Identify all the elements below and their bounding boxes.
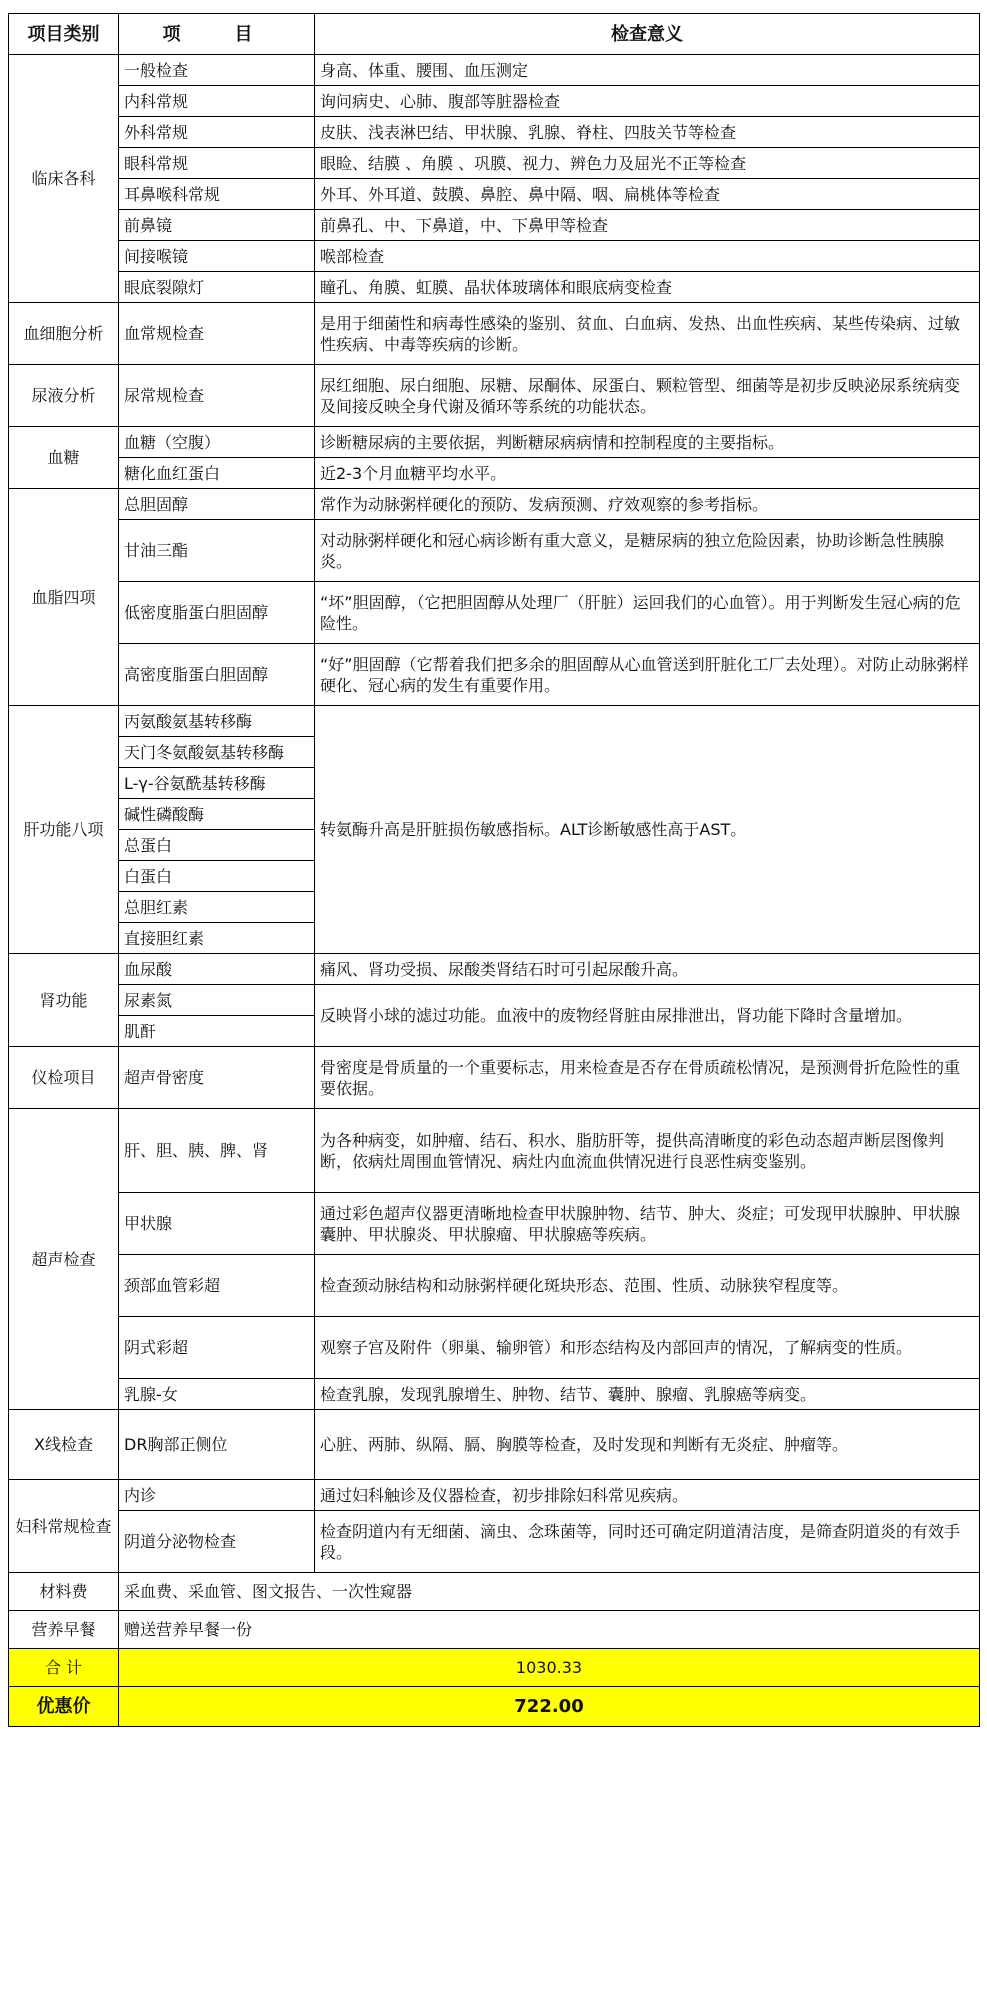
item-name: 耳鼻喉科常规 bbox=[119, 179, 315, 210]
item-name: 一般检查 bbox=[119, 55, 315, 86]
item-name: 超声骨密度 bbox=[119, 1047, 315, 1109]
table-row bbox=[9, 644, 980, 706]
item-meaning: 皮肤、浅表淋巴结、甲状腺、乳腺、脊柱、四肢关节等检查 bbox=[315, 117, 980, 148]
table-row bbox=[9, 1193, 980, 1255]
table-row bbox=[9, 1109, 980, 1193]
item-name: L-γ-谷氨酰基转移酶 bbox=[119, 768, 315, 799]
table-row bbox=[9, 1611, 980, 1649]
table-row bbox=[9, 1511, 980, 1573]
breakfast-content: 赠送营养早餐一份 bbox=[119, 1611, 980, 1649]
table-row bbox=[9, 1047, 980, 1109]
item-name: DR胸部正侧位 bbox=[119, 1410, 315, 1480]
category-kidney: 肾功能 bbox=[9, 954, 119, 1047]
table-row bbox=[9, 1410, 980, 1480]
category-gyn: 妇科常规检查 bbox=[9, 1480, 119, 1573]
exam-package-table bbox=[8, 13, 980, 1727]
item-meaning: 通过妇科触诊及仪器检查，初步排除妇科常见疾病。 bbox=[315, 1480, 980, 1511]
table-row bbox=[9, 241, 980, 272]
discount-label: 优惠价 bbox=[9, 1687, 119, 1727]
item-name: 内科常规 bbox=[119, 86, 315, 117]
item-meaning: 骨密度是骨质量的一个重要标志，用来检查是否存在骨质疏松情况，是预测骨折危险性的重要依据。 bbox=[315, 1047, 980, 1109]
table-row bbox=[9, 55, 980, 86]
item-name: 血尿酸 bbox=[119, 954, 315, 985]
category-glucose: 血糖 bbox=[9, 427, 119, 489]
table-row bbox=[9, 365, 980, 427]
item-meaning: 诊断糖尿病的主要依据，判断糖尿病病情和控制程度的主要指标。 bbox=[315, 427, 980, 458]
item-meaning: 观察子宫及附件（卵巢、输卵管）和形态结构及内部回声的情况，了解病变的性质。 bbox=[315, 1317, 980, 1379]
category-clinical: 临床各科 bbox=[9, 55, 119, 303]
header-meaning: 检查意义 bbox=[315, 14, 980, 55]
item-meaning: 尿红细胞、尿白细胞、尿糖、尿酮体、尿蛋白、颗粒管型、细菌等是初步反映泌尿系统病变及间接反映全身代谢及循环等系统的功能状态。 bbox=[315, 365, 980, 427]
item-name: 血糖（空腹） bbox=[119, 427, 315, 458]
table-row bbox=[9, 706, 980, 737]
discount-value: 722.00 bbox=[119, 1687, 980, 1727]
item-meaning: 是用于细菌性和病毒性感染的鉴别、贫血、白血病、发热、出血性疾病、某些传染病、过敏性疾病、中毒等疾病的诊断。 bbox=[315, 303, 980, 365]
item-meaning: 瞳孔、角膜、虹膜、晶状体玻璃体和眼底病变检查 bbox=[315, 272, 980, 303]
item-name: 阴道分泌物检查 bbox=[119, 1511, 315, 1573]
item-name: 总蛋白 bbox=[119, 830, 315, 861]
item-meaning: 身高、体重、腰围、血压测定 bbox=[315, 55, 980, 86]
table-row bbox=[9, 1255, 980, 1317]
category-instrument: 仪检项目 bbox=[9, 1047, 119, 1109]
table-row bbox=[9, 458, 980, 489]
liver-meaning: 转氨酶升高是肝脏损伤敏感指标。ALT诊断敏感性高于AST。 bbox=[315, 706, 980, 954]
category-ultrasound: 超声检查 bbox=[9, 1109, 119, 1410]
table-row bbox=[9, 985, 980, 1016]
item-meaning: 询问病史、心肺、腹部等脏器检查 bbox=[315, 86, 980, 117]
table-row bbox=[9, 1573, 980, 1611]
category-lipid: 血脂四项 bbox=[9, 489, 119, 706]
table-row bbox=[9, 1317, 980, 1379]
materials-content: 采血费、采血管、图文报告、一次性窥器 bbox=[119, 1573, 980, 1611]
item-meaning: 前鼻孔、中、下鼻道，中、下鼻甲等检查 bbox=[315, 210, 980, 241]
total-row bbox=[9, 1649, 980, 1687]
item-name: 阴式彩超 bbox=[119, 1317, 315, 1379]
category-urine: 尿液分析 bbox=[9, 365, 119, 427]
table-row bbox=[9, 179, 980, 210]
category-liver: 肝功能八项 bbox=[9, 706, 119, 954]
table-row bbox=[9, 303, 980, 365]
item-meaning: 检查颈动脉结构和动脉粥样硬化斑块形态、范围、性质、动脉狭窄程度等。 bbox=[315, 1255, 980, 1317]
table-row bbox=[9, 210, 980, 241]
item-meaning: 对动脉粥样硬化和冠心病诊断有重大意义，是糖尿病的独立危险因素，协助诊断急性胰腺炎。 bbox=[315, 520, 980, 582]
item-meaning: “好”胆固醇（它帮着我们把多余的胆固醇从心血管送到肝脏化工厂去处理）。对防止动脉粥样硬化、冠心病的发生有重要作用。 bbox=[315, 644, 980, 706]
discount-row bbox=[9, 1687, 980, 1727]
item-name: 丙氨酸氨基转移酶 bbox=[119, 706, 315, 737]
table-row bbox=[9, 427, 980, 458]
item-meaning: 常作为动脉粥样硬化的预防、发病预测、疗效观察的参考指标。 bbox=[315, 489, 980, 520]
table-row bbox=[9, 954, 980, 985]
table-row bbox=[9, 272, 980, 303]
table-row bbox=[9, 1480, 980, 1511]
item-meaning: 检查阴道内有无细菌、滴虫、念珠菌等，同时还可确定阴道清洁度，是筛查阴道炎的有效手段。 bbox=[315, 1511, 980, 1573]
item-meaning: 痛风、肾功受损、尿酸类肾结石时可引起尿酸升高。 bbox=[315, 954, 980, 985]
item-name: 内诊 bbox=[119, 1480, 315, 1511]
header-item: 项 目 bbox=[119, 14, 315, 55]
item-name: 天门冬氨酸氨基转移酶 bbox=[119, 737, 315, 768]
item-name: 碱性磷酸酶 bbox=[119, 799, 315, 830]
item-name: 高密度脂蛋白胆固醇 bbox=[119, 644, 315, 706]
table-header-row bbox=[9, 14, 980, 55]
item-name: 血常规检查 bbox=[119, 303, 315, 365]
item-meaning: 检查乳腺，发现乳腺增生、肿物、结节、囊肿、腺瘤、乳腺癌等病变。 bbox=[315, 1379, 980, 1410]
header-category: 项目类别 bbox=[9, 14, 119, 55]
item-meaning: 心脏、两肺、纵隔、膈、胸膜等检查，及时发现和判断有无炎症、肿瘤等。 bbox=[315, 1410, 980, 1480]
item-meaning: 为各种病变，如肿瘤、结石、积水、脂肪肝等，提供高清晰度的彩色动态超声断层图像判断，依病灶周围血管情况、病灶内血流血供情况进行良恶性病变鉴别。 bbox=[315, 1109, 980, 1193]
table-row bbox=[9, 86, 980, 117]
item-name: 前鼻镜 bbox=[119, 210, 315, 241]
item-meaning: 眼睑、结膜 、角膜 、巩膜、视力、辨色力及屈光不正等检查 bbox=[315, 148, 980, 179]
total-value: 1030.33 bbox=[119, 1649, 980, 1687]
item-meaning: 近2-3个月血糖平均水平。 bbox=[315, 458, 980, 489]
table-row bbox=[9, 520, 980, 582]
item-name: 肝、胆、胰、脾、肾 bbox=[119, 1109, 315, 1193]
item-name: 低密度脂蛋白胆固醇 bbox=[119, 582, 315, 644]
item-name: 眼科常规 bbox=[119, 148, 315, 179]
category-xray: X线检查 bbox=[9, 1410, 119, 1480]
item-name: 甲状腺 bbox=[119, 1193, 315, 1255]
item-meaning: 外耳、外耳道、鼓膜、鼻腔、鼻中隔、咽、扁桃体等检查 bbox=[315, 179, 980, 210]
table-row bbox=[9, 489, 980, 520]
item-name: 总胆红素 bbox=[119, 892, 315, 923]
item-name: 尿常规检查 bbox=[119, 365, 315, 427]
item-name: 颈部血管彩超 bbox=[119, 1255, 315, 1317]
item-name: 外科常规 bbox=[119, 117, 315, 148]
category-breakfast: 营养早餐 bbox=[9, 1611, 119, 1649]
item-name: 眼底裂隙灯 bbox=[119, 272, 315, 303]
total-label: 合 计 bbox=[9, 1649, 119, 1687]
item-name: 肌酐 bbox=[119, 1016, 315, 1047]
item-meaning: 喉部检查 bbox=[315, 241, 980, 272]
item-meaning: 通过彩色超声仪器更清晰地检查甲状腺肿物、结节、肿大、炎症；可发现甲状腺肿、甲状腺囊肿、甲状腺炎、甲状腺瘤、甲状腺癌等疾病。 bbox=[315, 1193, 980, 1255]
table-row bbox=[9, 117, 980, 148]
item-name: 总胆固醇 bbox=[119, 489, 315, 520]
item-name: 糖化血红蛋白 bbox=[119, 458, 315, 489]
item-meaning: 反映肾小球的滤过功能。血液中的废物经肾脏由尿排泄出，肾功能下降时含量增加。 bbox=[315, 985, 980, 1047]
item-name: 间接喉镜 bbox=[119, 241, 315, 272]
table-row bbox=[9, 148, 980, 179]
item-meaning: “坏”胆固醇，（它把胆固醇从处理厂（肝脏）运回我们的心血管）。用于判断发生冠心病的危险性。 bbox=[315, 582, 980, 644]
item-name: 直接胆红素 bbox=[119, 923, 315, 954]
item-name: 甘油三酯 bbox=[119, 520, 315, 582]
table-row bbox=[9, 582, 980, 644]
category-materials: 材料费 bbox=[9, 1573, 119, 1611]
item-name: 尿素氮 bbox=[119, 985, 315, 1016]
item-name: 乳腺-女 bbox=[119, 1379, 315, 1410]
item-name: 白蛋白 bbox=[119, 861, 315, 892]
category-blood-cell: 血细胞分析 bbox=[9, 303, 119, 365]
table-row bbox=[9, 1379, 980, 1410]
